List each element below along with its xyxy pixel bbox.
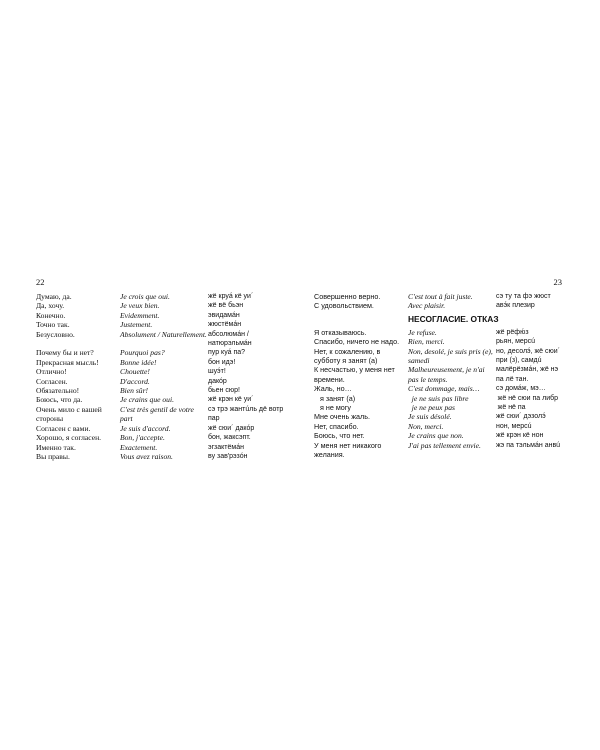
- french-phrase: C'est très gentil de votre part: [120, 404, 194, 424]
- phrase-row: [314, 412, 566, 421]
- phrase-row: [36, 292, 291, 301]
- phrase-row: [36, 386, 291, 395]
- phrase-row: [36, 452, 291, 461]
- right-page-phrase-list: [314, 292, 566, 460]
- french-phrase: Vous avez raison.: [120, 451, 173, 461]
- russian-phrase: Думаю, да.: [36, 292, 72, 301]
- french-phrase: Je veux bien.: [120, 301, 160, 311]
- russian-phrase: Спасибо, ничего не надо.: [314, 337, 400, 347]
- transcription: пур куа́ па?: [208, 349, 246, 357]
- phrase-row: [36, 405, 291, 424]
- transcription: жё круа́ кё уи´: [208, 293, 254, 300]
- left-page-phrase-list: [36, 292, 291, 461]
- transcription: малёрёзмáн, жё нэ па лё тан.: [496, 366, 559, 383]
- book-spread: [36, 292, 566, 492]
- russian-phrase: Согласен с вами.: [36, 423, 91, 433]
- phrase-row: [314, 431, 566, 440]
- phrase-row: [314, 301, 566, 310]
- russian-phrase: С удовольствием.: [314, 301, 374, 311]
- french-phrase: Rien, merci.: [408, 337, 445, 347]
- russian-phrase: Безусловно.: [36, 329, 75, 339]
- french-phrase: D'accord.: [120, 376, 150, 386]
- transcription: ву зав'рэзóн: [208, 452, 248, 460]
- transcription: жэ па тэльмáн анвú: [496, 441, 561, 449]
- phrase-row: [314, 441, 566, 460]
- french-phrase: Je refuse.: [408, 327, 437, 337]
- transcription: шуэ́т!: [208, 368, 226, 376]
- french-phrase: Malheureusement, je n'ai pas le temps.: [408, 365, 485, 384]
- transcription: авэ́к плезир: [496, 302, 535, 310]
- transcription: эгзактёмáн: [208, 443, 244, 451]
- phrase-row: [314, 394, 566, 403]
- transcription: сэ ту та фэ жюст: [496, 293, 551, 300]
- french-phrase: Pourquoi pas?: [120, 348, 165, 358]
- russian-phrase: Хорошо, я согласен.: [36, 433, 102, 443]
- transcription: жё сюи´ дакóр: [208, 424, 255, 432]
- french-phrase: Je crois que oui.: [120, 292, 170, 301]
- french-phrase: Chouette!: [120, 367, 150, 377]
- transcription: абсолюмáн / натюрэльмáн: [208, 330, 252, 348]
- russian-phrase: Очень мило с вашей стороны: [36, 404, 102, 424]
- phrase-row: [314, 347, 566, 366]
- transcription: эвидамáн: [208, 311, 240, 319]
- french-phrase: Absolument / Naturellement.: [120, 329, 207, 339]
- russian-phrase: Совершенно верно.: [314, 292, 381, 301]
- phrase-row: [36, 330, 291, 349]
- page-number-left: 22: [36, 277, 45, 287]
- phrase-row: [36, 377, 291, 386]
- russian-phrase: Именно так.: [36, 442, 76, 452]
- french-phrase: Bien sûr!: [120, 386, 149, 396]
- transcription: сэ домáж, мэ…: [496, 385, 546, 393]
- russian-phrase: я занят (а): [320, 393, 356, 403]
- russian-phrase: Боюсь, что да.: [36, 395, 83, 405]
- phrase-row: [314, 384, 566, 393]
- transcription: сэ трэ жантúль дё вотр пар: [208, 405, 284, 423]
- russian-phrase: Боюсь, что нет.: [314, 431, 365, 441]
- french-phrase: Bonne idée!: [120, 357, 157, 367]
- russian-phrase: Мне очень жаль.: [314, 412, 370, 422]
- french-phrase: Je crains que oui.: [120, 395, 174, 405]
- transcription: жё крэн кё нон: [496, 432, 544, 440]
- russian-phrase: Жаль, но…: [314, 384, 352, 394]
- transcription: рьян, мерсú: [496, 338, 536, 346]
- russian-phrase: Я отказываюсь.: [314, 327, 367, 337]
- french-phrase: Evidemment.: [120, 310, 160, 320]
- french-phrase: Non, desolé, je suis pris (e), samedi: [408, 346, 493, 366]
- russian-phrase: У меня нет никакого желания.: [314, 440, 382, 460]
- phrase-row: [314, 292, 566, 301]
- transcription: бон идэ!: [208, 358, 236, 366]
- transcription: жюстёмáн: [208, 321, 242, 329]
- french-phrase: Justement.: [120, 320, 153, 330]
- phrase-row: [36, 301, 291, 310]
- russian-phrase: К несчастью, у меня нет времени.: [314, 365, 395, 384]
- phrase-row: [314, 403, 566, 412]
- french-phrase: je ne suis pas libre: [411, 393, 469, 403]
- page-number-right: 23: [553, 277, 562, 287]
- phrase-row: [314, 422, 566, 431]
- russian-phrase: я не могу: [320, 403, 352, 413]
- russian-phrase: Отлично!: [36, 367, 67, 377]
- phrase-row: [36, 348, 291, 357]
- russian-phrase: Прекрасная мысль!: [36, 357, 99, 367]
- transcription: бьен сюр!: [208, 387, 240, 395]
- french-phrase: C'est tout à fait juste.: [408, 292, 473, 301]
- french-phrase: je ne peux pas: [411, 403, 455, 413]
- french-phrase: Non, merci.: [408, 421, 444, 431]
- phrase-row: [36, 424, 291, 433]
- phrase-row: [36, 395, 291, 404]
- transcription: жё рёфю́з: [496, 328, 529, 336]
- phrase-row: [314, 328, 566, 337]
- transcription: нон, мерсú: [496, 422, 532, 430]
- french-phrase: Bon, j'accepte.: [120, 433, 165, 443]
- russian-phrase: Да, хочу.: [36, 301, 65, 311]
- russian-phrase: Конечно.: [36, 310, 66, 320]
- french-phrase: Exactement.: [120, 442, 158, 452]
- transcription: но, десолэ́, жё сюи´ при (з), самдú: [496, 347, 561, 365]
- french-phrase: C'est dommage, mais…: [408, 384, 480, 394]
- phrase-row: [36, 320, 291, 329]
- russian-phrase: Нет, к сожалению, в субботу я занят (а): [314, 346, 381, 366]
- transcription: жё нё сюи па либр: [497, 394, 559, 402]
- phrase-row: [314, 337, 566, 346]
- french-phrase: Je crains que non.: [408, 431, 464, 441]
- transcription: жё крэн кё уи´: [208, 396, 254, 404]
- phrase-row: [36, 433, 291, 442]
- transcription: дакóр: [208, 377, 227, 385]
- phrase-row: [36, 358, 291, 367]
- french-phrase: Je suis d'accord.: [120, 423, 171, 433]
- french-phrase: Je suis désolé.: [408, 412, 452, 422]
- phrase-row: [36, 311, 291, 320]
- transcription: жё сюи´ дэзолэ́: [496, 413, 546, 421]
- french-phrase: Avec plaisir.: [408, 301, 446, 311]
- phrase-row: [36, 367, 291, 376]
- transcription: жё нё па: [497, 404, 526, 412]
- phrase-row: [36, 443, 291, 452]
- phrase-row: [314, 365, 566, 384]
- russian-phrase: Согласен.: [36, 376, 68, 386]
- french-phrase: J'ai pas tellement envie.: [408, 440, 481, 450]
- transcription: бон, жаксэпт.: [208, 434, 251, 442]
- russian-phrase: Вы правы.: [36, 451, 70, 461]
- russian-phrase: Обязательно!: [36, 386, 80, 396]
- russian-phrase: Нет, спасибо.: [314, 421, 359, 431]
- section-heading: НЕСОГЛАСИЕ. ОТКАЗ: [408, 313, 499, 324]
- russian-phrase: Почему бы и нет?: [36, 348, 94, 358]
- russian-phrase: Точно так.: [36, 320, 70, 330]
- transcription: жё вё бьэн: [208, 302, 244, 310]
